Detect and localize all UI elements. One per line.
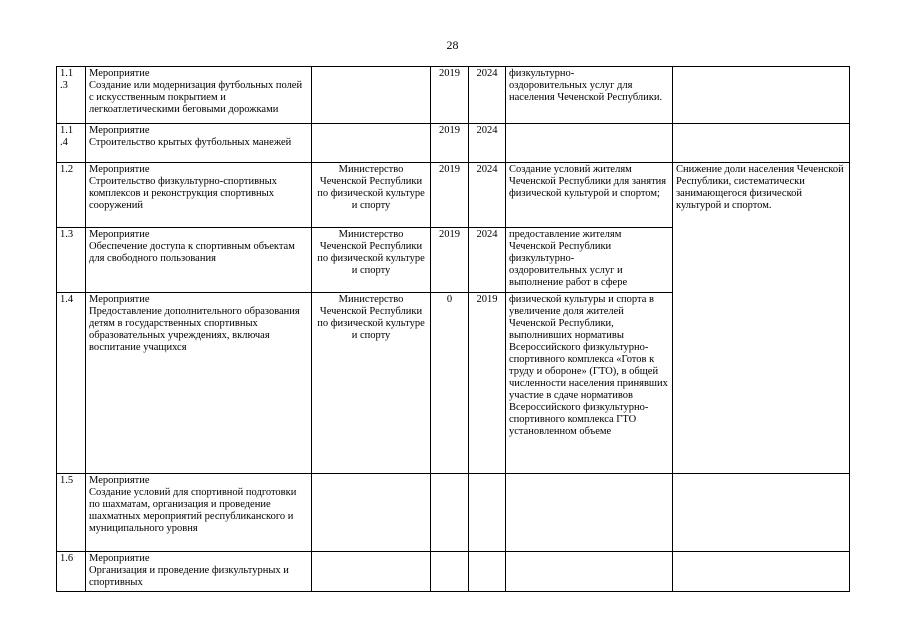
executor: [312, 67, 431, 124]
activity-name: Мероприятие Создание или модернизация футбольных полей с искусственным покрытием и легкоатлетическими беговыми дорожками: [86, 67, 312, 124]
indicator-cell: [673, 552, 850, 592]
expected-result: [506, 552, 673, 592]
target-indicator: Снижение доли населения Чеченской Республики, систематически занимающегося физической культурой и спортом.: [673, 163, 850, 474]
start-year: 2019: [431, 163, 469, 228]
row-number: 1.5: [57, 474, 86, 552]
expected-result: физкультурно- оздоровительных услуг для населения Чеченской Республики.: [506, 67, 673, 124]
end-year: [469, 552, 506, 592]
start-year: [431, 474, 469, 552]
start-year: 2019: [431, 124, 469, 163]
table-row: [57, 474, 850, 552]
expected-result: [506, 474, 673, 552]
end-year: 2024: [469, 67, 506, 124]
expected-result: физической культуры и спорта в увеличение доля жителей Чеченской Республики, выполнивших нормативы Всероссийского физкультурно-спортивного комплекса «Готов к труду и обороне» (ГТО), в общей численности населения принявших участие в сдаче нормативов Всероссийского физкультурно-спортивного комплекса ГТО установленном объеме: [506, 293, 673, 474]
start-year: 0: [431, 293, 469, 474]
indicator-cell: [673, 474, 850, 552]
indicator-cell: [673, 67, 850, 124]
table-row: [57, 552, 850, 592]
row-number: 1.6: [57, 552, 86, 592]
activity-name: Мероприятие Предоставление дополнительного образования детям в государственных спортивных образовательных учреждениях, включая воспитание учащихся: [86, 293, 312, 474]
activity-name: Мероприятие Создание условий для спортивной подготовки по шахматам, организация и проведение шахматных мероприятий республиканского и муниципального уровня: [86, 474, 312, 552]
table-row: [57, 67, 850, 124]
executor: Министерство Чеченской Республики по физической культуре и спорту: [312, 293, 431, 474]
start-year: 2019: [431, 228, 469, 293]
start-year: 2019: [431, 67, 469, 124]
program-activities-table: [56, 66, 850, 592]
activity-name: Мероприятие Строительство крытых футбольных манежей: [86, 124, 312, 163]
executor: Министерство Чеченской Республики по физической культуре и спорту: [312, 163, 431, 228]
end-year: 2019: [469, 293, 506, 474]
end-year: 2024: [469, 163, 506, 228]
expected-result: [506, 124, 673, 163]
executor: [312, 474, 431, 552]
start-year: [431, 552, 469, 592]
row-number: 1.2: [57, 163, 86, 228]
end-year: [469, 474, 506, 552]
row-number: 1.3: [57, 228, 86, 293]
row-number: 1.1 .4: [57, 124, 86, 163]
activity-name: Мероприятие Организация и проведение физкультурных и спортивных: [86, 552, 312, 592]
table-row: [57, 163, 850, 228]
expected-result: предоставление жителям Чеченской Республики физкультурно- оздоровительных услуг и выполнение работ в сфере: [506, 228, 673, 293]
indicator-cell: [673, 124, 850, 163]
row-number: 1.1 .3: [57, 67, 86, 124]
table-row: [57, 124, 850, 163]
executor: [312, 124, 431, 163]
activity-name: Мероприятие Обеспечение доступа к спортивным объектам для свободного пользования: [86, 228, 312, 293]
executor: [312, 552, 431, 592]
end-year: 2024: [469, 228, 506, 293]
end-year: 2024: [469, 124, 506, 163]
activity-name: Мероприятие Строительство физкультурно-спортивных комплексов и реконструкция спортивных сооружений: [86, 163, 312, 228]
row-number: 1.4: [57, 293, 86, 474]
executor: Министерство Чеченской Республики по физической культуре и спорту: [312, 228, 431, 293]
page-number: 28: [446, 38, 459, 52]
expected-result: Создание условий жителям Чеченской Республики для занятия физической культурой и спортом;: [506, 163, 673, 228]
